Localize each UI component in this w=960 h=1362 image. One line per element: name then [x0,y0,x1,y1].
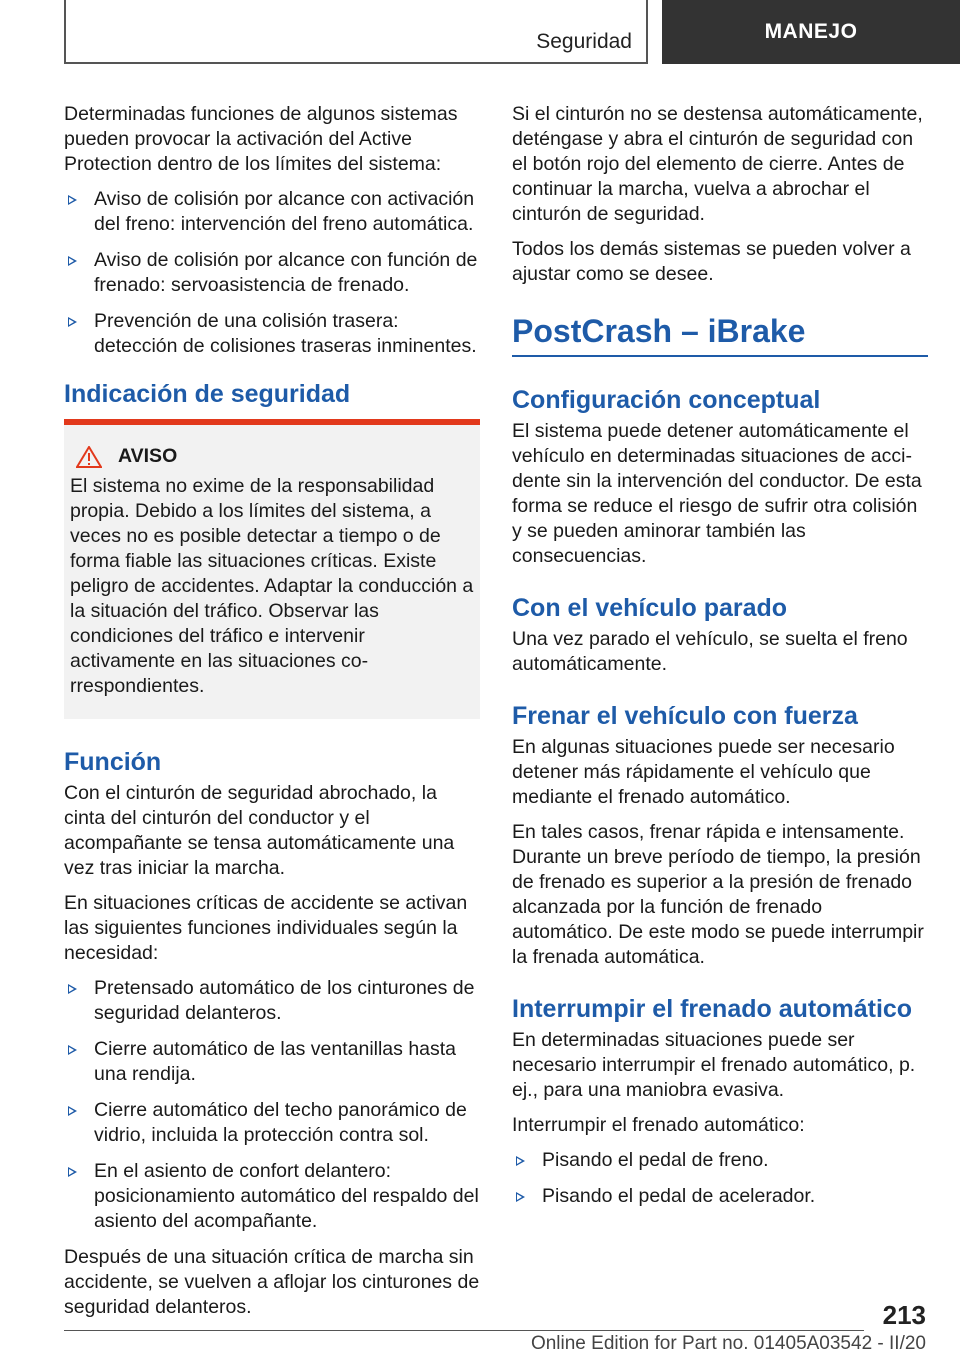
list-item: Cierre automático del techo panorámico de vidrio, incluida la protección contra sol. [64,1098,480,1148]
header-chapter-tab[interactable]: MANEJO [662,0,960,64]
triangle-bullet-icon [68,984,77,994]
triangle-bullet-icon [68,1106,77,1116]
function-heading: Función [64,748,162,776]
safety-heading: Indicación de seguridad [64,379,480,425]
list-item: Pisando el pedal de freno. [512,1148,928,1173]
triangle-bullet-icon [68,317,77,327]
right-paragraph-1: Si el cinturón no se destensa automáticamente, deténgase y abra el cinturón de seguridad con el botón rojo del elemento de cierre. Antes de continuar la marcha, vuelva a abrochar el cinturón de seguridad. [512,103,923,225]
warning-text: El sistema no exime de la responsabilidad propia. Debido a los límites del sistema, a veces no es posible detectar a tiempo o de forma fiable las situaciones críticas. Existe peligro de accidentes. Adaptar la conducción a la situación del tráfico. Observar las condiciones del tráfico e intervenir activamente en las situaciones correspondientes. [70,475,474,697]
brake-paragraph-2: En tales casos, frenar rápida e intensamente. Durante un breve período de tiempo, la presión de frenado es superior a la presión de frenado alcanzada por la función de frenado automático. De este modo se puede interrumpir la frenada automática. [512,821,924,968]
interrupt-paragraph-1: En determinadas situaciones puede ser necesario interrumpir el frenado automático, p. ej., para una maniobra evasiva. [512,1029,916,1101]
footer-divider [64,1330,864,1331]
warning-label: AVISO [118,445,178,467]
warning-title [70,445,474,468]
parked-heading: Con el vehículo parado [512,594,788,622]
right-paragraph-2: Todos los demás sistemas se pueden volver a ajustar como se desee. [512,238,911,285]
interrupt-heading: Interrumpir el frenado automático [512,995,913,1023]
page-number: 213 [882,1300,926,1330]
warning-triangle-icon [76,446,102,468]
list-item: Pisando el pedal de acelerador. [512,1184,928,1209]
function-paragraph-3: Después de una situación crítica de marcha sin accidente, se vuelven a aflojar los cinturones de seguridad delanteros. [64,1246,480,1318]
function-paragraph-1: Con el cinturón de seguridad abrochado, la cinta del cinturón del conductor y el acompañante se tensa automáticamente una vez tras iniciar la marcha. [64,782,455,879]
warning-box [64,425,480,719]
parked-text: Una vez parado el vehículo, se suelta el freno automáticamente. [512,628,908,675]
brake-heading: Frenar el vehículo con fuerza [512,702,858,730]
list-item: Aviso de colisión por alcance con activación del freno: intervención del freno automática. [64,187,480,237]
concept-heading: Configuración conceptual [512,386,821,414]
triangle-bullet-icon [516,1156,525,1166]
list-item: En el asiento de confort delantero: posicionamiento automático del respaldo del asiento del acompañante. [64,1159,480,1234]
interrupt-list [512,1148,928,1209]
triangle-bullet-icon [68,1045,77,1055]
footer-edition[interactable]: Online Edition for Part no. 01405A03542 - II/20 [530,1333,926,1354]
function-list [64,976,480,1234]
list-item: Pretensado automático de los cinturones de seguridad delanteros. [64,976,480,1026]
header-frame [64,0,648,64]
intro-paragraph: Determinadas funciones de algunos sistemas pueden provocar la activación del Active Protection dentro de los límites del sistema: [64,103,458,175]
list-item: Cierre automático de las ventanillas hasta una rendija. [64,1037,480,1087]
function-paragraph-2: En situaciones críticas de accidente se activan las siguientes funciones individuales según la necesidad: [64,892,468,964]
brake-paragraph-1: En algunas situaciones puede ser necesario detener más rápidamente el vehículo que mediante el frenado automático. [512,736,895,808]
concept-text: El sistema puede detener automáticamente el vehículo en determinadas situaciones de accidente sin la intervención del conductor. De esta forma se reduce el riesgo de sufrir otra colisión y se pueden aminorar también las consecuencias. [512,420,922,567]
left-column [64,102,480,1330]
right-column [512,102,928,1220]
list-item: Prevención de una colisión trasera: detección de colisiones traseras inminentes. [64,309,480,359]
triangle-bullet-icon [68,1167,77,1177]
triangle-bullet-icon [68,256,77,266]
header-section-title: Seguridad [536,30,632,53]
list-item: Aviso de colisión por alcance con función de frenado: servoasistencia de frenado. [64,248,480,298]
intro-list [64,187,480,359]
triangle-bullet-icon [516,1192,525,1202]
interrupt-paragraph-2: Interrumpir el frenado automático: [512,1114,805,1136]
triangle-bullet-icon [68,195,77,205]
main-heading: PostCrash – iBrake [512,311,928,357]
